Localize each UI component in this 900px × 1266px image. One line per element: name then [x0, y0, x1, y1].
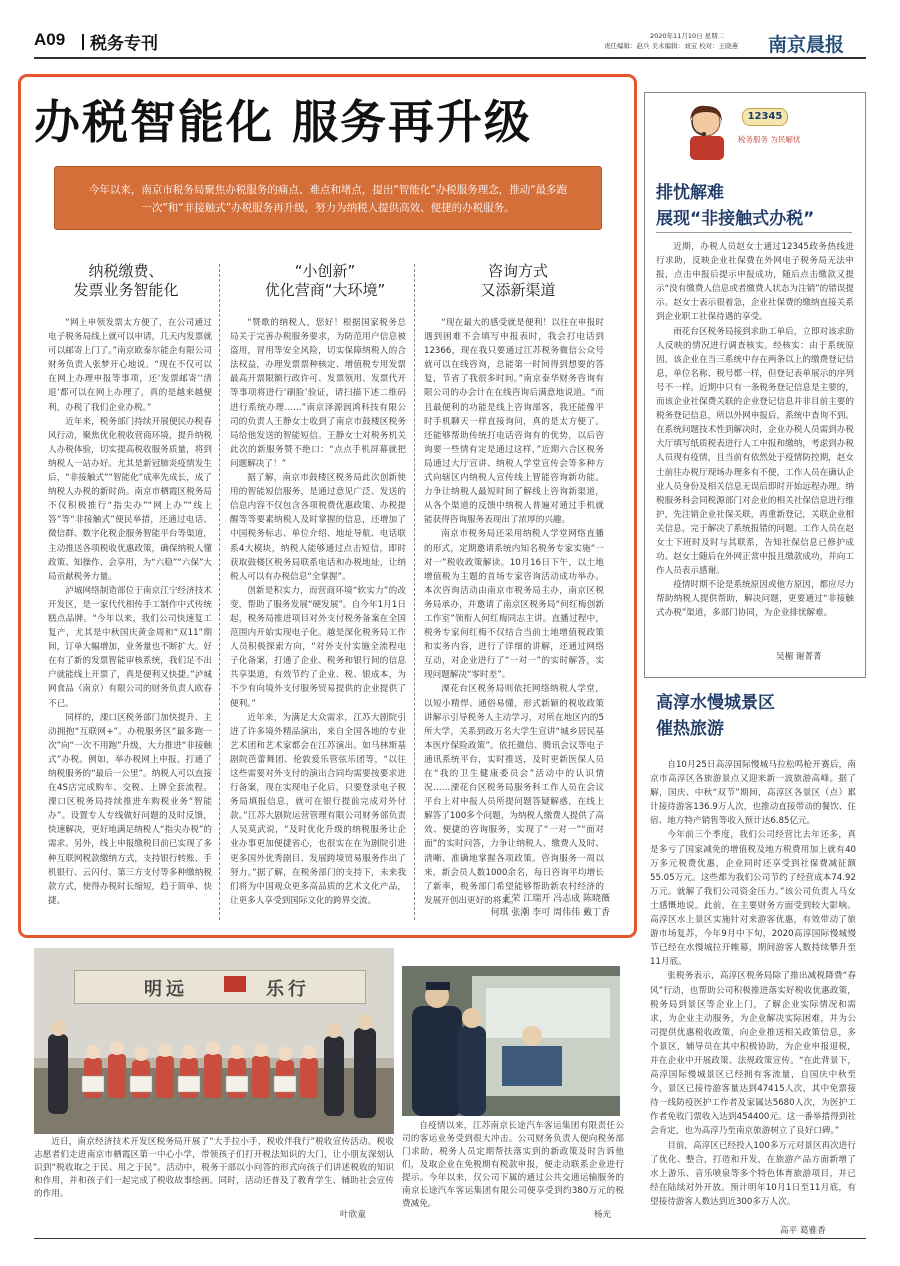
paragraph: 溧花台区税务局则依托网络纳税人学堂，以短小精悍、通俗易懂，形式新颖的税收政策讲解示引导税务人主动学习，对所在地区内的5所大学，关系到政万名大学生宣讲“城乡居民基本医疗保险政策”。依托微信、腾讯会议等电子通讯系统平台，实时推送，及时更新医保人员在“我的卫生健康委员会”活动中的认识情况……溧花台区税务局服务科工作人员在会议平台上对申报人员所提问题答疑解惑，在线上解答了100多个问题，为纳税人缴费人提供了高效、便捷的咨询服务，实现了“一对一”“面对面”的实时问答，力争让纳税人、缴费人及时、清晰、准确地掌握各项政策。咨询服务一周以来，新会员人数1000余名，每日咨询平均增长了新率，税务部门希望能够帮助新农村经济的发展开创出更好的将来。 [424, 684, 604, 906]
paragraph: 创新是积实力，而营商环境“软实力”的改变，帮助了服务发展“硬发展”。自今年1月1日起，税务局推进项目对外支付税务备案在全国范围内开始实现电子化。越是深化税务局工作人员积极探索方向，“对外支付实施全流程电子化备案，打通了企业、税务和银行间的信息共享渠道，有效节约了企业、税、银成本，为不少有向境外支付服务贸易提供的企业提供了便利。” [230, 585, 406, 709]
column-divider [219, 264, 220, 920]
paragraph: 疫情时期不论是系统原因或他方原因，都应尽力帮助纳税人提供帮助，解决问题，更要通过“非接触式办税”渠道，多部门协同，为企业排忧解难。 [656, 580, 854, 619]
intro-box [54, 166, 602, 230]
caption-text: 自疫情以来，江苏南京长途汽车客运集团有限责任公司的客运业务受到很大冲击。公司财务负责人便向税务部门求助，税务人员定期帮扶落实到的新政策及时告诉他们，及取企业在免税期有税款申报，便走动联系企业进行提示。今年以来，仅公司下属的通过公共交通运输服务的南京长途汽车客运集团有限公司便享受到约380万元的税费减免。 [402, 1121, 624, 1209]
title-line1: 高淳水慢城景区 [656, 693, 775, 713]
byline-line2: 何琪 张潮 李可 周伟伟 戴丁香 [490, 908, 610, 918]
caption-text: 近日，南京经济技术开发区税务局开展了“大手拉小手，税收伴我行”税收宣传活动。税收志愿者们走进南京市栖霞区第一中心小学，带领孩子们打开税法知识的大门，让小朋友深刻认识到“税收取之于民、用之于民”。活动中，税务干部以小问答的形式向孩子们讲述税收的知识和作用，并和孩子们一起完成了税收故事绘画。同时，活动还普及了教育学生、辅助社会宣传的作用。 [34, 1137, 394, 1199]
col3-title-line2: 又添新渠道 [480, 281, 556, 299]
bus-scene-illustration-icon [402, 966, 620, 1116]
col1-body [48, 316, 212, 920]
banner-text-2: 乐行 [266, 979, 310, 1000]
col3-title [438, 262, 598, 300]
sidebar-bottom-body [650, 758, 856, 1218]
page-number: A09 [34, 30, 66, 49]
header-divider-bar [82, 34, 84, 50]
footer-rule [34, 1238, 866, 1239]
col1-title-line1: 纳税缴费、 [88, 262, 164, 280]
title-line1: 排忧解难 [656, 183, 724, 203]
paragraph: 今年前三个季度，我们公司经营比去年还多，真是多亏了国家减免的增值税及地方税费用加上就有40万多元税费优惠，企业同时还享受到社保费减征额55.05万元。这些都为我们公司节约了经营成本74.92万元。就解了我们公司资金压力。”该公司负责人马女士感慨地说。此前，在主要财务方面受到较大影响。高淳区水上景区实施针对来游客优惠，有效带动了旅游市场复苏，今年9月中下旬，2020高淳国际慢城慢节已经在水慢城拉开帷幕，期间游客人数持续攀升至11月底。 [650, 830, 856, 968]
title-line2: 催热旅游 [656, 719, 724, 739]
paragraph: “现在最大的感受就是便利！以往在申报时遇到困难不会填写申报表时，我会打电话到12366，现在我只要通过江苏税务微信公众号就可以在线咨询，总能第一时间得到想要的答复，节省了我很多时间。”南京泰华财务咨询有限公司的办会计在在线咨询后满意地说道。“而且最便利的功能是线上咨询部客，我还能像平时手机聊天一样直接询问，真的是太方便了。还能够帮助传统打电话咨询有的优势，以后咨询要一些情有定是通过这样，”近期六合区税务局通过大厅宣讲、纳税人学堂宣传会等多种方式向辖区内纳税人宣传线上智能咨询新功能。力争让纳税人最短时间了解线上咨询新渠道，从各个渠道的反馈中纳税人普遍对通过手机就能获得咨询服务表现出了浓厚的兴趣。 [424, 318, 604, 526]
newspaper-logo: 南京晨报 [768, 34, 845, 56]
paragraph: 自10月25日高淳国际慢城马拉松鸣枪开赛后，南京市高淳区各旅游景点又迎来新一波旅游高峰。据了解，国庆、中秋“双节”期间，高淳区各景区（点）累计接待游客136.9万人次，也推动直接带动的餐饮、住宿、地方特产销售等收入预计达6.85亿元。 [650, 760, 856, 827]
paragraph: 近期，办税人员赵女士通过12345政务热线进行求助，反映企业社保费在外网电子税务局无法申报，点击申报后提示申报成功，随后点击缴款又提示“没有缴费人信息或者缴费人状态为注销”的错误提示。赵女士表示很着急，企业社保费的缴纳直接关系到企业职工社保待遇的享受。 [656, 242, 854, 323]
section-title: 税务专刊 [90, 34, 158, 54]
main-headline: 办税智能化 服务再升级 [34, 95, 533, 149]
paragraph: 据了解，南京市鼓楼区税务局此次创新使用的智能短信服务，是通过意见广泛、发送的信息内容不仅包含各项税费优惠政策、办税提醒等等要素纳税人及时掌握的信息，还增加了中国税务标志、单位介绍、地址导航、电话联系4大模块，纳税人能够通过点击短信，即时获取鼓楼区税务局联系电话和办税地址，让纳税人可以有办税信息“全掌握”。 [230, 473, 406, 582]
banner-text-1: 明远 [144, 979, 188, 1000]
title-line2: 展现“非接触式办税” [656, 209, 815, 229]
paragraph: 泸城网络制造部位于南京江宁经济技术开发区，是一家代代相传手工制作中式传统糕点品牌。“今年以来，我们公司快速复工复产，尤其是中秋国庆黄金周和“双11”期间，订单大幅增加，业务量也不断扩大。好在有了新的发票智能审核系统，我们足不出户就能线上开票了，真是便利又快捷。”泸城网食品（南京）有限公司的财务负责人欧春不已。 [48, 585, 212, 709]
sidebar-top-byline: 吴楣 谢菁菁 [776, 652, 822, 662]
header-date: 2020年11月10日 星期二 [650, 32, 725, 40]
paragraph: 南京市税务局还采用纳税人学堂网络直播的形式，定期邀请系统内知名税务专家实施“一对一”税收政策解读。10月16日下午，以土地增值税为主题的首场专家咨询活动成功举办。本次咨询活动由南京市税务局主办，南京区税务局承办，并邀请了南京区税务局“何红梅创新工作室”领衔人何红梅同志主讲。直播过程中，税务专家何红梅不仅结合当前土地增值税政策和实务内容，进行了详细的讲解，还通过网络互动，对企业进行了“一对一”的实时解答，实现问题解决“零时差”。 [424, 529, 604, 681]
col2-title-line1: “小创新” [294, 262, 356, 280]
paragraph: 雨花台区税务局接到求助工单后，立即对该求助人反映的情况进行调查核实。经核实：由于系统原因，该企业在当三系统中存在两条以上的缴费登记信息，单位名称、税号都一样，但登记表单展示的序列号不一样。近期中只有一条税务登记信息是主要的，而该企业社保费关联的企业登记信息并非目前主要的税务登记信息，所以外网申报后，系统中查询不到。在系统问题技术性到解决时，企业办税人员需到办税大厅填写纸质税表进行人工申报和缴纳，考虑到办税人员现有疫情，且当前有依然处于疫情防控期，赵女士前往办税厅现场办理多有不便，工作人员在确认企业人员身份及相关信息无误后即时开始远程办理。纳税服务科会同税源部门对企业的相关社保信息进行维护，先注销企业社保关联，再重新登记，关联企业相关信息，完于解决了系统报错的问题。工作人员在赵女士下班时及时与其联系，告知社保信息已修护成功。赵女士随后在外网正常申报且缴款成功，并向工作人员表示感谢。 [656, 326, 854, 577]
sidebar-top-rule [656, 232, 852, 233]
photo-right-byline: 杨光 [594, 1210, 612, 1220]
col2-title [245, 262, 405, 300]
sidebar-bottom-byline: 高平 葛雅香 [780, 1226, 826, 1236]
photo-left-byline: 叶欣童 [340, 1210, 366, 1220]
hotline-badge [742, 108, 788, 126]
sidebar-top-body [656, 240, 854, 646]
col1-title-line2: 发票业务智能化 [73, 281, 179, 299]
paragraph: 同样的，溧口区税务部门加快提升、主动拥抱“互联网+”。办税服务区“最多跑一次”向“一次不用跑”升级，大力推进“非接触式”办税。例如，举办税网上申报，打通了纳税服务的“最后一公里”。纳税人可以直接在4S店完成购车、交税、上牌全套流程。溧口区税务局持续推进车购税业务“智能办”。设置专人专线做好问题的及时反馈，快速解决，更好地满足纳税人“指尖办税”的需求。另外，线上申报缴税目前已实现了多种互联网税款缴纳方式，支持银行转账、手机银行、云闪付、第三方支付等多种缴纳税款方式，使得办税时长缩短，趋于简单、快捷。 [48, 712, 212, 906]
paragraph: “网上申领发票太方便了，在公司通过电子税务局线上就可以申请，几天内发票就可以邮寄上门了。”南京欧泰尔能企有限公司财务负责人张梦开心地说。“现在不仅可以在网上办理申报等事项，还‘发票邮寄’‘清退’都可以在网上办理了，真的是越来越便利，办税了我们企业办税。” [48, 318, 212, 413]
hotline-number: 12345 [747, 111, 783, 122]
photo-left-caption [34, 1136, 394, 1208]
col2-body [230, 316, 406, 920]
hotline-slogan: 税务服务 为民解忧 [738, 135, 801, 144]
sidebar-bottom-title [656, 690, 775, 742]
col2-title-line2: 优化营商“大环境” [264, 281, 386, 299]
paragraph: 张税务表示，高淳区税务局除了推出减税降费“春风”行动，也帮助公司积极推进落实好税收优惠政策，税务局到景区等企业上门，了解企业实际情况和需求，为企业主动服务，为企业解决实际困难，并为公司提供优惠税收政策，向企业推送相关政策信息，多个景区，辅导员在其中积极协助，为企业申报退税，并在企业中开展政策、法规政策宣传。“在此背景下，高淳国际慢城景区已经拥有客流量，自国庆中秋至今，景区已接待游客量达到47415人次，其中免票接待一线防疫医护工作者及家属达5680人次，为医护工作者免收门票收入达到454400元。这一番举措得到社会肯定，也为高淳乃至南京旅游树立了良好口碑。” [650, 971, 856, 1137]
sidebar-top-title [656, 180, 814, 232]
photo-right-caption [402, 1120, 624, 1209]
paragraph: 近年来，为满足大众需求，江苏大剧院引进了许多境外精品演出，来自全国各地的专业艺术团和艺术家都会在江苏演出。如马林斯基剧院芭蕾舞团、伦敦爱乐管弦乐团等，“以往这些需要对外支付的演出合同均需要按要求进行备案，现在实现电子化后，只要登录电子税务局填报信息，就可在银行提前完成对外付款。”江苏大剧院运营管理有限公司财务部负责人吴莫武说，“及时优化升级的纳税服务让企业办事更加便捷省心，也很实在在为剧院引进更多国外优秀剧目、发展跨境贸易服务作出了努力。”据了解，在税务部门的支持下，未来我们将为中国观众更多高品质的艺术文化产品，让更多人享受到国际文化的跨界交流。 [230, 712, 406, 906]
paragraph: “赞歌的纳税人，您好！根据国家税务总局关于完善办税服务要求，为防范用户信息被盗用，冒用等安全风险，切实保障纳税人的合法权益，办理发票票种核定、增值税专用发票最高开票限额行政许可、发票领用、发票代开等事项将进行‘刷脸’验证，请扫描下述二维码进行系统办理……”南京泽源润鸿科技有限公司的负责人王静女士收到了南京市鼓楼区税务局给他发送的智能短信。王静女士对税务机关此次的新服务赞不绝口：“点点手机屏幕就把问题解决了！” [230, 318, 406, 469]
school-event-photo [34, 948, 394, 1134]
intro-text: 今年以来，南京市税务局聚焦办税服务的痛点、难点和堵点，提出“智能化”办税服务理念，推动“最多跑一次”和“非接触式”办税服务再升级，努力为纳税人提供高效、便捷的办税服务。 [88, 184, 568, 214]
bus-depot-photo [402, 966, 620, 1116]
col1-title [56, 262, 196, 300]
crowd-illustration-icon [34, 948, 394, 1134]
paragraph: 目前，高淳区已经投入100多万元对景区再次进行了优化、整合，打造和开发，在旅游产品方面新增了水上游乐、音乐喷泉等多个特色体育旅游项目，并已经在陆续对外开放。预计明年10月1日至11月底，有望接待游客人数达到近300多万人次。 [650, 1140, 856, 1207]
header-rule [34, 57, 866, 59]
byline-line1: 王荣 江瑞开 冯志成 陈晓薇 [502, 894, 610, 904]
main-byline [470, 892, 610, 920]
column-divider [414, 264, 415, 920]
col3-title-line1: 咨询方式 [487, 262, 548, 280]
paragraph: 近年来，税务部门持续开展便民办税春风行动，聚焦优化税收营商环境，提升纳税人办税体验，切实提高税收服务质量，将到纳税人一站办好。尤其是新冠肺炎疫情发生后，“非接触式”“智能化”成率先成长，成了纳税人办税的新时尚。南京市栖霞区税务局不仅积极推行“指尖办”“网上办”“线上答”等“非接触式”便民举措，还通过电话、微信群、数字化税企服务智能平台等渠道，主动推送各项税收优惠政策，确保纳税人懂政策、知操作、会享用，为“六稳”“六保”大局贡献税务力量。 [48, 416, 212, 582]
header-editors: 责任编辑：赵兵 美术编辑：刘宝 校对：王晓燕 [604, 42, 739, 50]
